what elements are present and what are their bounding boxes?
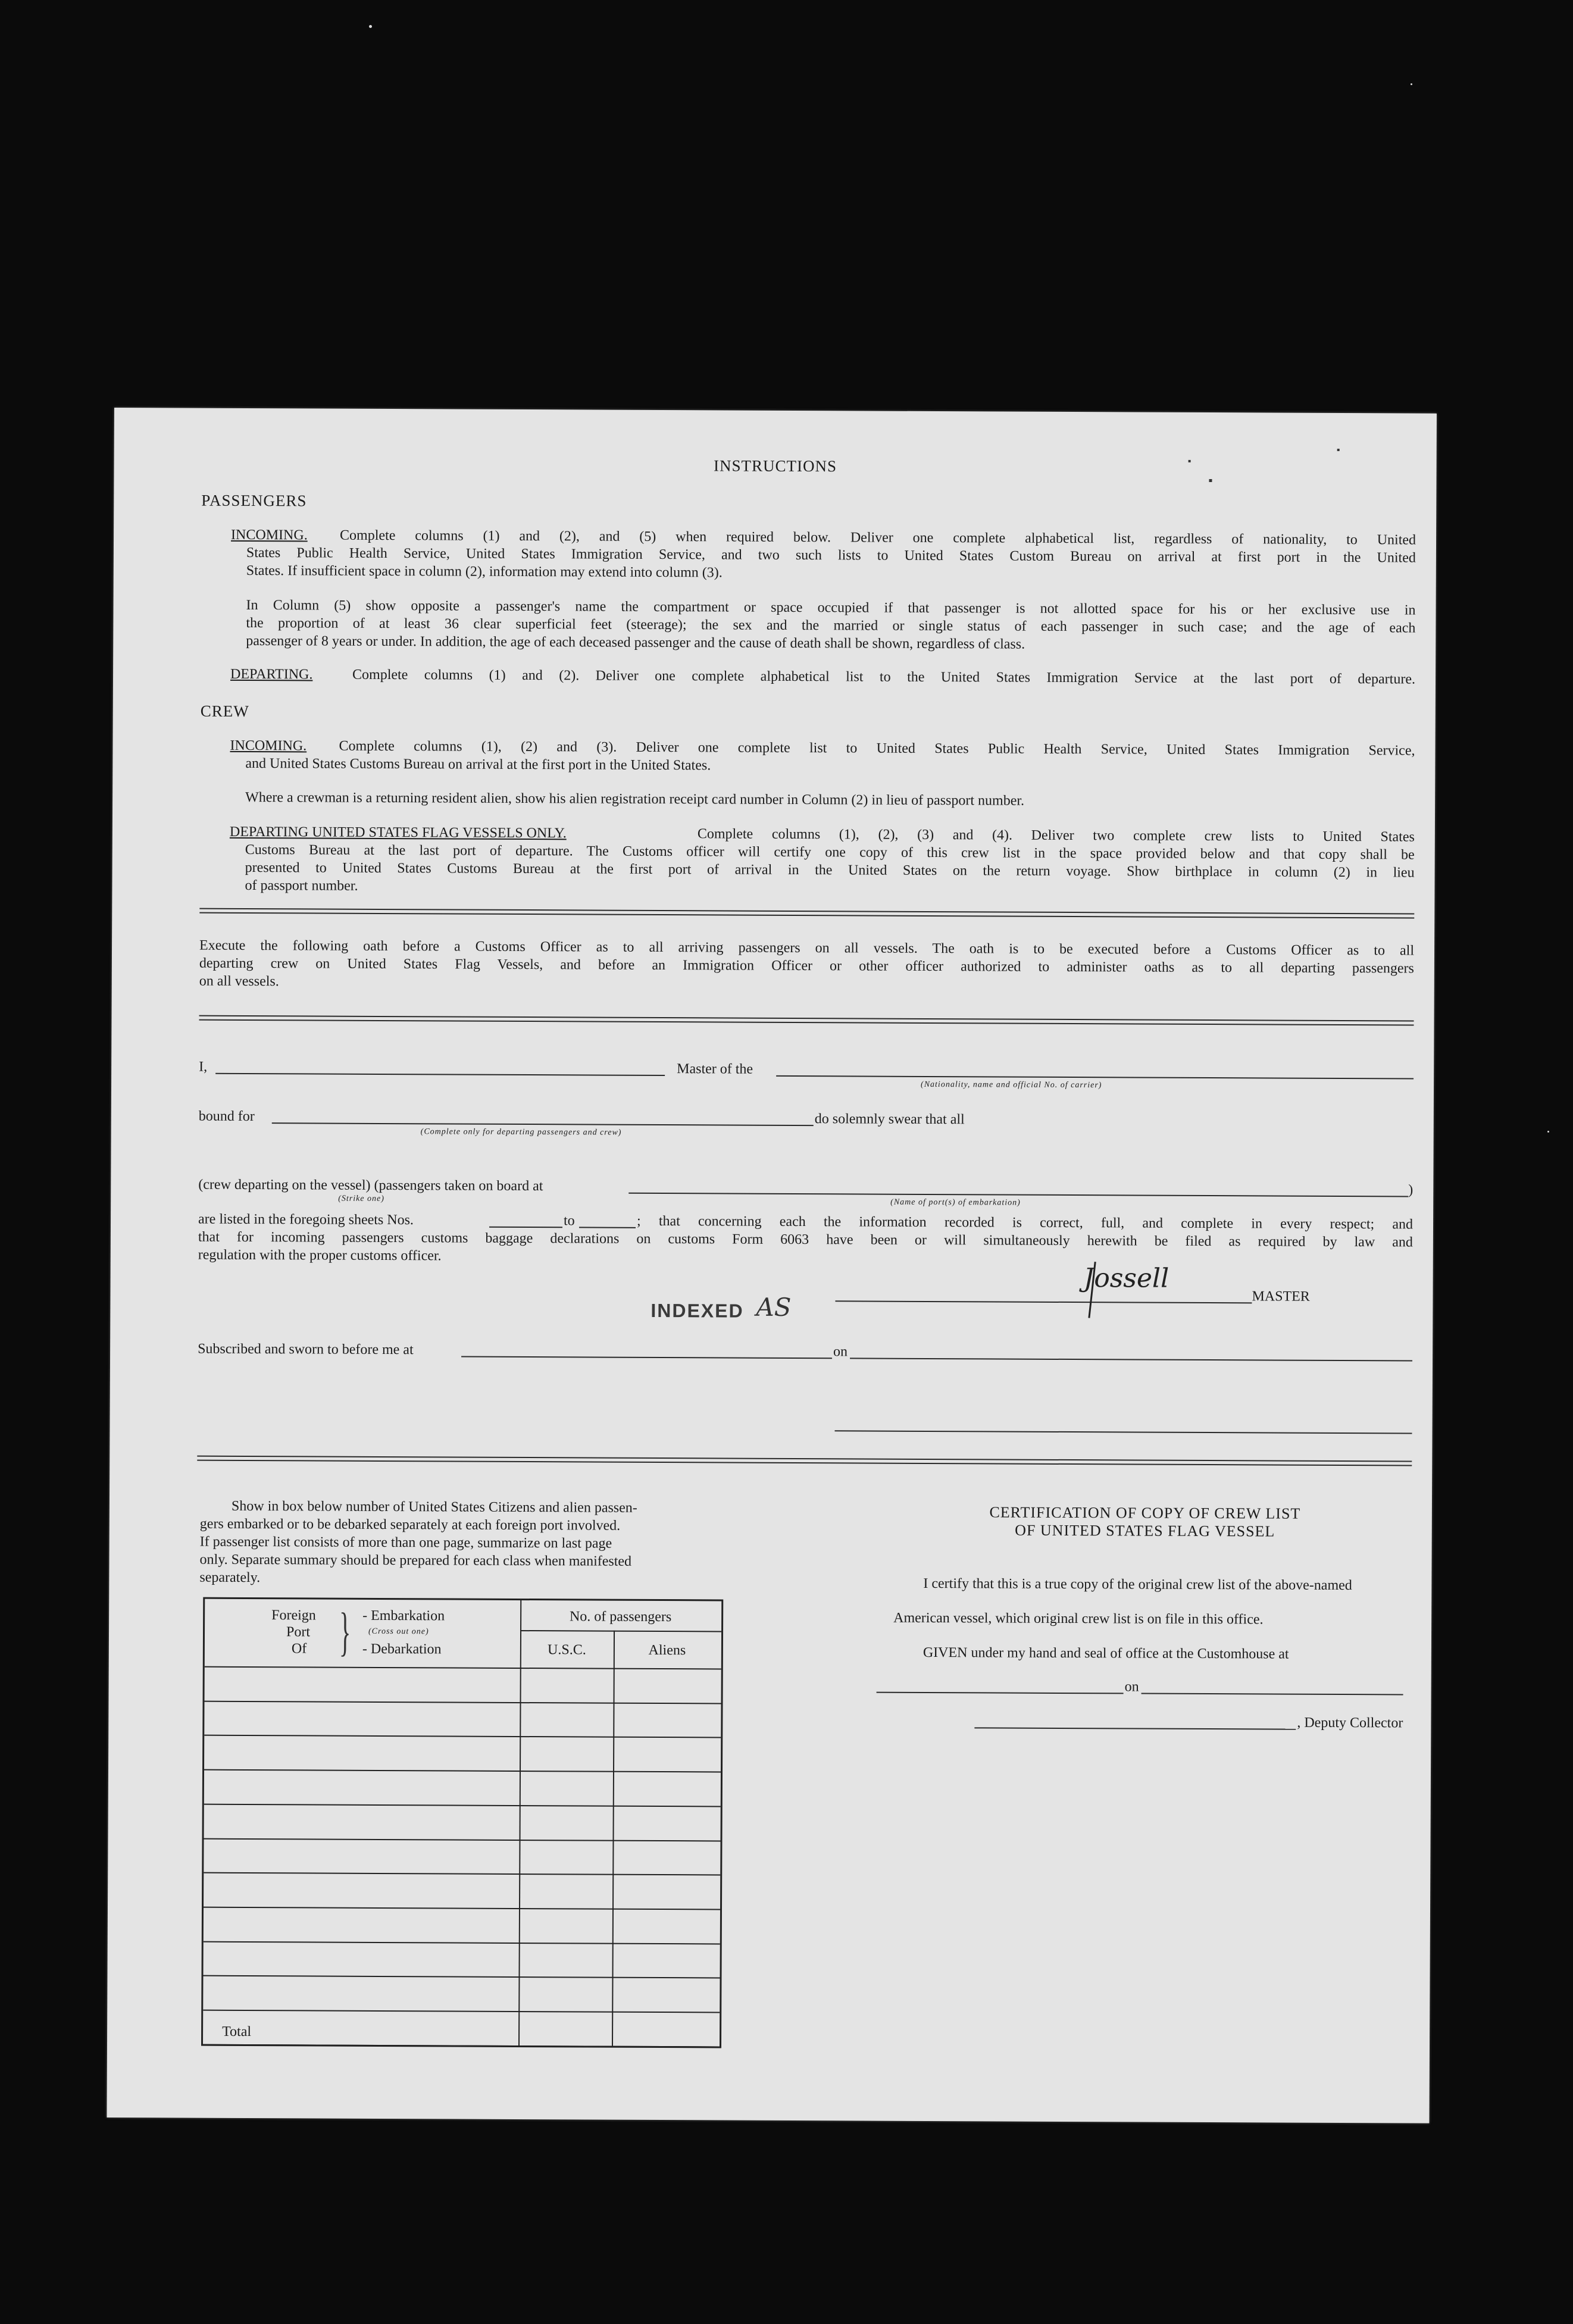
scan-speck xyxy=(1337,449,1340,451)
master-signature-line xyxy=(835,1300,1252,1303)
oath-intro-line: Execute the following oath before a Customs Officer as to all arriving passengers on all vessels. The oath is to be executed before a Customs Officer as to all xyxy=(199,937,1415,959)
crew-departing-line: presented to United States Customs Bureau at the first port of arrival in the United States on the return voyage. Show birthplace in column (2) in lieu xyxy=(245,859,1415,881)
scan-speck xyxy=(1547,1131,1549,1133)
no-passengers-header: No. of passengers xyxy=(569,1609,672,1625)
certification-subtitle: OF UNITED STATES FLAG VESSEL xyxy=(1015,1521,1275,1540)
column5-line: the proportion of at least 36 clear superficial feet (steerage); the sex and the married or single status of each passenger in such case; and the age of each xyxy=(246,615,1416,636)
given-text: GIVEN under my hand and seal of office at the Customhouse at xyxy=(922,1644,1289,1662)
crew-resident-text: Where a crewman is a returning resident alien, show his alien registration receipt card number in Column (2) in lieu of passport number. xyxy=(245,789,1025,809)
table-row[interactable] xyxy=(204,1907,720,1943)
oath-line: regulation with the proper customs officer. xyxy=(198,1247,442,1264)
passengers-incoming-line: Complete columns (1) and (2), and (5) when required below. Deliver one complete alphabetical list, regardless of nationality, to United xyxy=(340,527,1416,548)
passengers-departing-label: DEPARTING. xyxy=(230,666,313,683)
passengers-incoming-label: INCOMING. xyxy=(231,527,308,543)
total-label: Total xyxy=(222,2023,252,2040)
debarkation-label: - Debarkation xyxy=(362,1641,442,1657)
foreign-label: Foreign xyxy=(271,1607,316,1624)
section-divider xyxy=(197,1456,1412,1466)
summary-line: gers embarked or to be debarked separately at each foreign port involved. xyxy=(199,1516,621,1534)
oath-line: that for incoming passengers customs baggage declarations on customs Form 6063 have been or will simultaneously herewith be filed as required by law and xyxy=(198,1229,1413,1250)
aliens-header: Aliens xyxy=(648,1642,686,1659)
crew-incoming-label: INCOMING. xyxy=(230,737,307,754)
table-row[interactable] xyxy=(203,1975,720,2012)
strike-one-caption: (Strike one) xyxy=(338,1194,384,1203)
carrier-line xyxy=(776,1075,1413,1080)
master-label: MASTER xyxy=(1252,1288,1310,1305)
summary-line: only. Separate summary should be prepared for each class when manifested xyxy=(199,1552,632,1569)
deputy-collector-label: , Deputy Collector xyxy=(1297,1715,1403,1731)
passengers-incoming-line: States. If insufficient space in column (2), information may extend into column (3). xyxy=(246,562,723,581)
bound-for-caption: (Complete only for departing passengers and crew) xyxy=(420,1127,622,1137)
crew-departing-text: (crew departing on the vessel) (passengers taken on board at xyxy=(198,1177,543,1194)
indexed-stamp: INDEXED xyxy=(651,1299,744,1322)
form-sheet xyxy=(107,408,1437,2123)
master-of-label: Master of the xyxy=(677,1061,753,1077)
table-row[interactable] xyxy=(204,1735,721,1771)
scan-speck xyxy=(1189,460,1191,462)
table-row[interactable] xyxy=(204,1941,720,1977)
master-name-line xyxy=(215,1073,665,1076)
usc-header: U.S.C. xyxy=(547,1642,586,1658)
embarkation-label: - Embarkation xyxy=(362,1607,445,1624)
table-row[interactable] xyxy=(204,1803,721,1840)
crew-incoming-line: Complete columns (1), (2) and (3). Deliver one complete list to United States Public Health Service, United States Immigration Service, xyxy=(339,738,1415,759)
bound-for-label: bound for xyxy=(198,1108,255,1125)
column5-line: passenger of 8 years or under. In addition, the age of each deceased passenger and the cause of death shall be shown, regardless of class. xyxy=(246,633,1025,652)
scan-speck xyxy=(1209,479,1212,482)
summary-line: separately. xyxy=(199,1569,261,1586)
passengers-heading: PASSENGERS xyxy=(201,491,307,510)
sheet-from-line xyxy=(489,1227,562,1228)
crew-heading: CREW xyxy=(200,702,249,720)
table-row[interactable] xyxy=(204,1700,721,1737)
listed-text: ; that concerning each the information recorded is correct, full, and complete in every respect; and xyxy=(636,1213,1413,1233)
crew-departing-label: DEPARTING UNITED STATES FLAG VESSELS ONLY. xyxy=(229,824,567,842)
swear-text: do solemnly swear that all xyxy=(814,1111,965,1128)
section-divider xyxy=(199,1015,1414,1026)
close-paren: ) xyxy=(1408,1182,1413,1198)
certification-title: CERTIFICATION OF COPY OF CREW LIST xyxy=(989,1503,1301,1522)
section-divider xyxy=(199,908,1414,919)
crew-incoming-line: and United States Customs Bureau on arrival at the first port in the United States. xyxy=(245,755,711,774)
subscribed-place-line xyxy=(461,1356,832,1359)
passenger-summary-table xyxy=(201,1597,723,2048)
oath-i-label: I, xyxy=(199,1059,208,1075)
master-signature: Jossell xyxy=(1083,1263,1169,1294)
certification-date-line xyxy=(1142,1693,1403,1696)
oath-intro-line: on all vessels. xyxy=(199,973,279,990)
ports-caption: (Name of port(s) of embarkation) xyxy=(890,1197,1021,1208)
embarkation-ports-line xyxy=(628,1193,1408,1197)
summary-line: Show in box below number of United States Citizens and alien passen- xyxy=(231,1498,637,1516)
brace-icon: } xyxy=(339,1602,351,1662)
officer-signature-line xyxy=(835,1430,1412,1434)
crew-departing-line: of passport number. xyxy=(245,877,358,894)
subscribed-on: on xyxy=(833,1344,848,1360)
customhouse-line xyxy=(877,1692,1124,1694)
indexed-initials: AS xyxy=(756,1292,792,1322)
page-title: INSTRUCTIONS xyxy=(714,456,837,476)
subscribed-date-line xyxy=(850,1358,1412,1361)
table-row[interactable] xyxy=(204,1769,721,1806)
certify-text: I certify that this is a true copy of the original crew list of the above-named xyxy=(923,1575,1352,1594)
crew-departing-line: Complete columns (1), (2), (3) and (4). Deliver two complete crew lists to United States xyxy=(697,826,1415,845)
port-label: Port xyxy=(286,1624,311,1640)
scan-speck xyxy=(1411,83,1412,85)
subscribed-text: Subscribed and sworn to before me at xyxy=(198,1341,414,1358)
listed-text: are listed in the foregoing sheets Nos. xyxy=(198,1211,414,1228)
passengers-incoming-line: States Public Health Service, United States Immigration Service, and two such lists to United States Custom Bureau on arrival at first port in the United xyxy=(246,545,1416,566)
deputy-signature-line xyxy=(974,1727,1296,1729)
oath-intro-line: departing crew on United States Flag Vessels, and before an Immigration Officer or other officer authorized to administer oaths as to all departing passengers xyxy=(199,955,1414,977)
scan-speck xyxy=(369,25,372,28)
table-row[interactable] xyxy=(203,2010,720,2046)
certification-on: on xyxy=(1124,1679,1139,1695)
table-row[interactable] xyxy=(204,1872,720,1909)
table-row[interactable] xyxy=(205,1666,721,1703)
cross-out-caption: (Cross out one) xyxy=(368,1627,429,1637)
of-label: Of xyxy=(291,1641,307,1657)
table-body xyxy=(205,1599,721,1602)
crew-departing-line: Customs Bureau at the last port of departure. The Customs officer will certify one copy of this crew list in the space provided below and that copy shall be xyxy=(245,842,1415,863)
sheet-to-line xyxy=(579,1227,636,1228)
listed-to: to xyxy=(563,1213,575,1229)
column5-line: In Column (5) show opposite a passenger's name the compartment or space occupied if that passenger is not allotted space for his or her exclusive use in xyxy=(246,597,1416,618)
table-row[interactable] xyxy=(204,1838,720,1874)
certify-text: American vessel, which original crew list is on file in this office. xyxy=(893,1610,1264,1628)
bound-for-line xyxy=(272,1122,814,1126)
summary-line: If passenger list consists of more than one page, summarize on last page xyxy=(199,1534,612,1552)
passengers-departing-text: Complete columns (1) and (2). Deliver one complete alphabetical list to the United States Immigration Service at the last port of departure. xyxy=(352,667,1416,687)
carrier-caption: (Nationality, name and official No. of carrier) xyxy=(921,1080,1102,1090)
